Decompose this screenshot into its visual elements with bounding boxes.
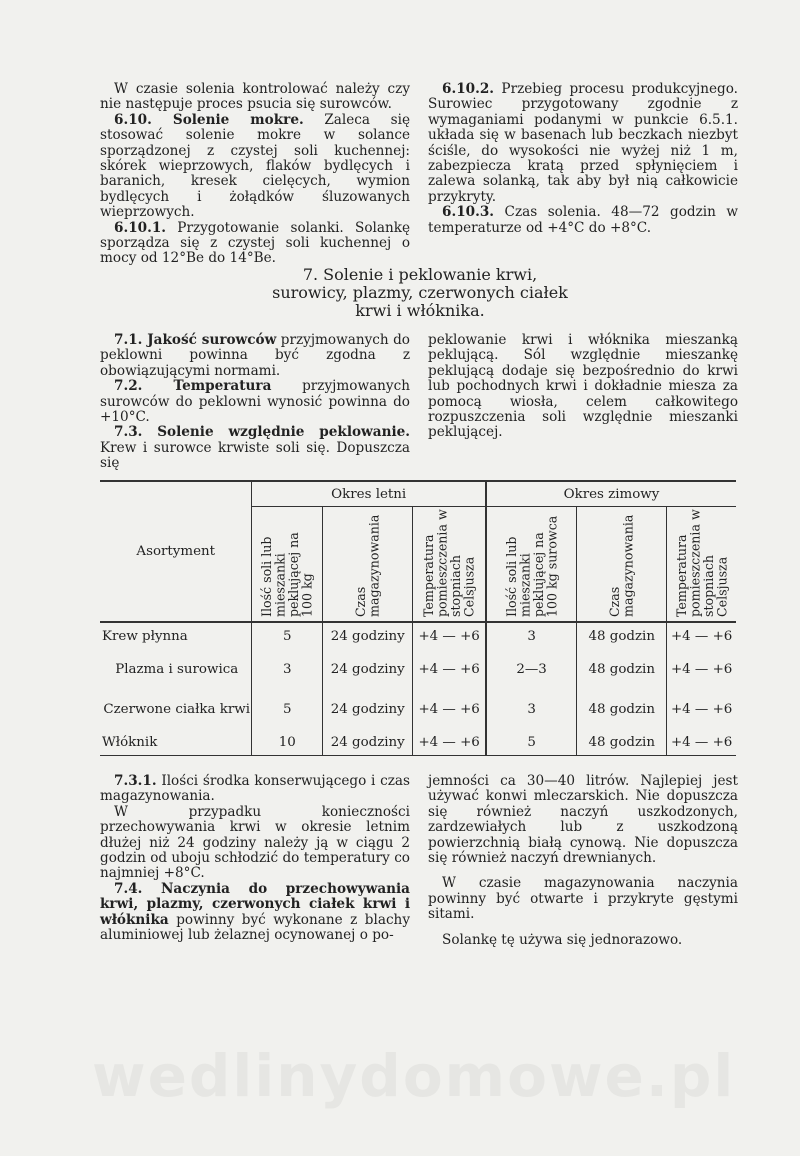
table-cell: 48 godzin bbox=[577, 622, 667, 649]
col-header: Temperatura pomieszczenia w stopniach Celsjusza bbox=[667, 507, 736, 623]
mid-left-column bbox=[100, 333, 410, 472]
winter-period-header: Okres zimowy bbox=[486, 481, 736, 507]
table-cell: +4 — +6 bbox=[413, 729, 486, 756]
table-cell: 3 bbox=[486, 622, 577, 649]
heading-line: krwi i włóknika. bbox=[355, 301, 485, 320]
table-cell: +4 — +6 bbox=[413, 689, 486, 729]
paragraph-6-10-2: 6.10.2. Przebieg procesu produkcyjnego. Surowiec przygotowany zgodnie z wymaganiami podanymi w punkcie 6.5.1. układa się w basenach lub beczkach niezbyt ściśle, do wysokości nie wyżej niż 1 m, zabezpiecza kratą przed spłynięciem i zalewa solanką, tak aby był nią całkowicie przykryty. bbox=[428, 81, 738, 205]
paragraph-7-1: 7.1. Jakość surowców przyjmowanych do peklowni powinna być zgodna z obowiązującymi normami. bbox=[100, 332, 410, 379]
storage-table bbox=[100, 480, 736, 756]
paragraph-7-4: 7.4. Naczynia do przechowywania krwi, plazmy, czerwonych ciałek krwi i włóknika powinny być wykonane z blachy aluminiowej lub żelaznej ocynowanej o po- bbox=[100, 880, 410, 944]
heading-line: surowicy, plazmy, czerwonych ciałek bbox=[272, 283, 568, 302]
table-row bbox=[100, 649, 736, 689]
heading-line: 7. Solenie i peklowanie krwi, bbox=[302, 265, 538, 284]
table-cell: 48 godzin bbox=[577, 649, 667, 689]
paragraph: W przypadku konieczności przechowywania krwi w okresie letnim dłużej niż 24 godziny należy ją w ciągu 2 godzin od uboju schłodzić do temperatury co najmniej +8°C. bbox=[100, 803, 410, 882]
paragraph-6-10: 6.10. Solenie mokre. Zaleca się stosować solenie mokre w solance sporządzonej z czystej soli kuchennej: skórek wieprzowych, flaków bydlęcych i baranich, kresek cielęcych, wymion bydlęcych i żołądków śluzowanych wieprzowych. bbox=[100, 111, 410, 221]
table-cell: 24 godziny bbox=[323, 689, 413, 729]
table-cell: 2—3 bbox=[486, 649, 577, 689]
table-cell: +4 — +6 bbox=[667, 622, 736, 649]
paragraph-7-3: 7.3. Solenie względnie peklowanie. Krew i surowce krwiste soli się. Dopuszcza się bbox=[100, 424, 410, 472]
section-heading bbox=[200, 266, 640, 320]
table-cell: 24 godziny bbox=[323, 729, 413, 756]
bottom-right-column bbox=[428, 774, 738, 948]
row-name-cell: Plazma i surowica bbox=[115, 661, 239, 677]
table-cell: 5 bbox=[252, 622, 323, 649]
table-cell: 48 godzin bbox=[577, 729, 667, 756]
mid-right-column bbox=[428, 333, 738, 441]
top-left-column bbox=[100, 82, 410, 267]
paragraph: W czasie solenia kontrolować należy czy nie następuje proces psucia się surowców. bbox=[100, 81, 410, 113]
table-cell: 5 bbox=[486, 729, 577, 756]
table-cell: +4 — +6 bbox=[413, 649, 486, 689]
table-row bbox=[100, 622, 736, 649]
table-row bbox=[100, 729, 736, 756]
col-header: Czas magazynowania bbox=[577, 507, 667, 623]
row-name-cell: Włóknik bbox=[100, 729, 252, 756]
table-cell: 5 bbox=[252, 689, 323, 729]
table-cell: +4 — +6 bbox=[667, 729, 736, 756]
col-header: Czas magazynowania bbox=[323, 507, 413, 623]
row-name-cell: Krew płynna bbox=[102, 628, 188, 644]
col-header: Temperatura pomieszczenia w stopniach Celsjusza bbox=[413, 507, 486, 623]
paragraph: W czasie magazynowania naczynia powinny być otwarte i przykryte gęstymi sitami. bbox=[428, 875, 738, 923]
paragraph-7-2: 7.2. Temperatura przyjmowanych surowców do peklowni wynosić powinna do +10°C. bbox=[100, 378, 410, 426]
bottom-left-column bbox=[100, 774, 410, 943]
table-cell: +4 — +6 bbox=[667, 689, 736, 729]
paragraph: jemności ca 30—40 litrów. Najlepiej jest używać konwi mleczarskich. Nie dopuszcza się również naczyń uszkodzonych, zardzewiałych lub z uszkodzoną powierzchnią białą cynową. Nie dopuszcza się również naczyń drewnianych. bbox=[428, 773, 738, 867]
col-header: Ilość soli lub mieszanki peklującej na 100 kg surowca bbox=[486, 507, 577, 623]
row-name-cell: Czerwone ciałka krwi bbox=[103, 701, 251, 717]
table-row bbox=[100, 689, 736, 729]
table-cell: 3 bbox=[486, 689, 577, 729]
paragraph-6-10-3: 6.10.3. Czas solenia. 48—72 godzin w temperaturze od +4°C do +8°C. bbox=[428, 204, 738, 236]
table-cell: +4 — +6 bbox=[413, 622, 486, 649]
asortyment-header: Asortyment bbox=[100, 481, 252, 622]
table-cell: 24 godziny bbox=[323, 649, 413, 689]
paragraph-6-10-1: 6.10.1. Przygotowanie solanki. Solankę sporządza się z czystej soli kuchennej o mocy od 12°Be do 14°Be. bbox=[100, 219, 410, 267]
paragraph: peklowanie krwi i włóknika mieszanką peklującą. Sól względnie mieszankę peklującą dodaje się bezpośrednio do krwi lub pochodnych krwi i dokładnie miesza za pomocą wiosła, celem całkowitego rozpuszczenia soli względnie mieszanki peklującej. bbox=[428, 332, 738, 441]
table-cell: 3 bbox=[252, 649, 323, 689]
table-cell: 48 godzin bbox=[577, 689, 667, 729]
table-cell: 24 godziny bbox=[323, 622, 413, 649]
summer-period-header: Okres letni bbox=[252, 481, 486, 507]
paragraph: Solankę tę używa się jednorazowo. bbox=[442, 931, 683, 948]
col-header: Ilość soli lub mieszanki peklującej na 100 kg bbox=[252, 507, 323, 623]
paragraph-7-3-1: 7.3.1. Ilości środka konserwującego i czas magazynowania. bbox=[100, 773, 410, 805]
table-cell: 10 bbox=[252, 729, 323, 756]
watermark: wedlinydomowe.pl bbox=[92, 1042, 736, 1110]
table-cell: +4 — +6 bbox=[667, 649, 736, 689]
top-right-column bbox=[428, 82, 738, 236]
